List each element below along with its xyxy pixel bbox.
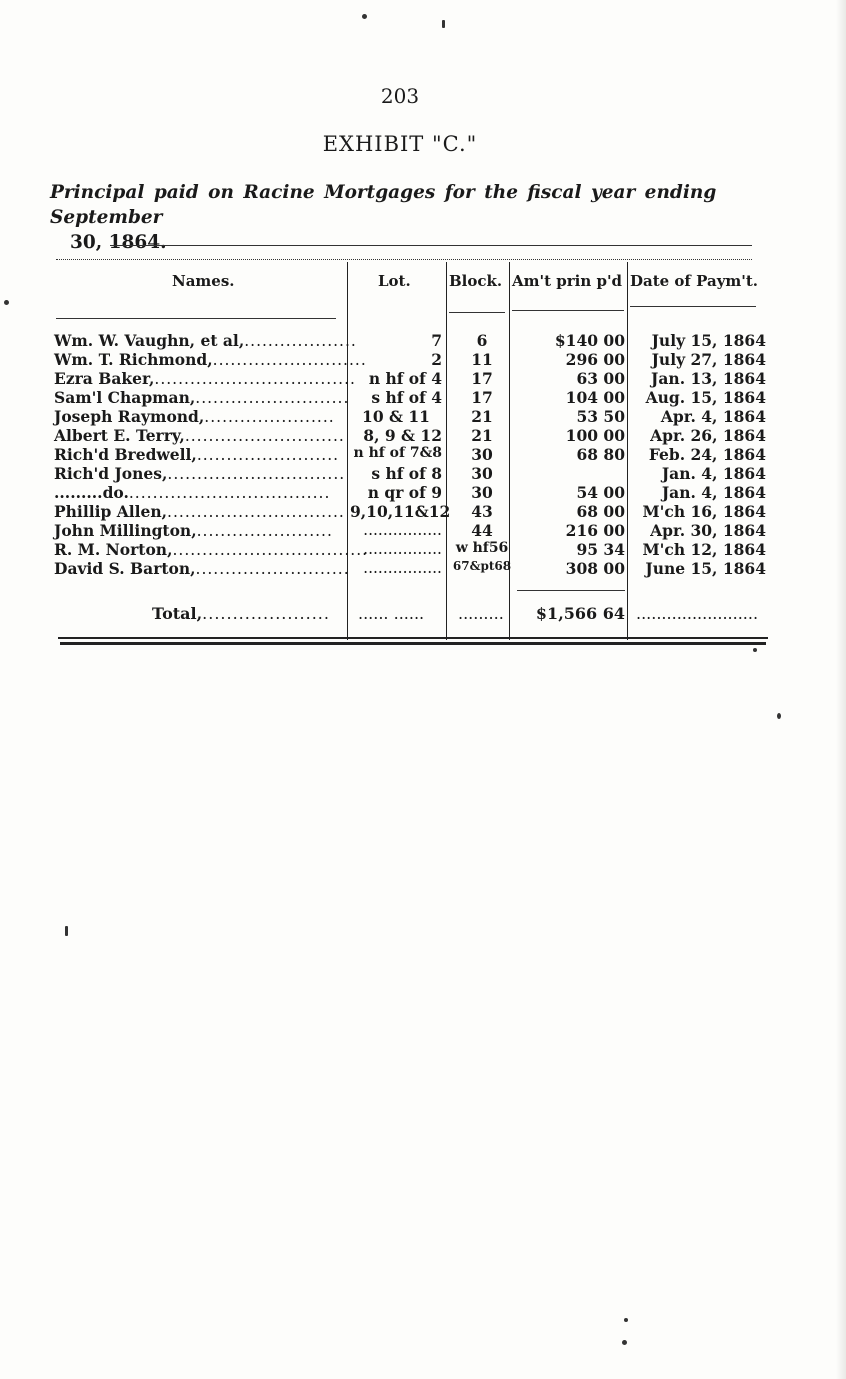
cell-name: Rich'd Bredwell,........................ — [54, 445, 340, 464]
table-row — [0, 464, 846, 484]
header-underline-amount — [512, 310, 624, 311]
cell-name: .........do................................... — [54, 483, 331, 502]
table-row — [0, 521, 846, 541]
cell-name: Wm. W. Vaughn, et al,................... — [54, 331, 357, 350]
page-number: 203 — [380, 84, 420, 108]
cell-block: 30 — [471, 445, 493, 464]
cell-date: Jan. 13, 1864 — [651, 369, 766, 388]
cell-block: 30 — [471, 483, 493, 502]
cell-date: Jan. 4, 1864 — [661, 483, 766, 502]
cell-name: David S. Barton,.......................... — [54, 559, 350, 578]
cell-date: Apr. 4, 1864 — [660, 407, 766, 426]
cell-name: Sam'l Chapman,.......................... — [54, 388, 350, 407]
cell-date: Jan. 4, 1864 — [661, 464, 766, 483]
cell-amount: 308 00 — [565, 559, 625, 578]
total-block-dots: ......... — [458, 604, 504, 623]
total-row — [0, 604, 846, 626]
cell-name: Joseph Raymond,...................... — [54, 407, 335, 426]
cell-name: Ezra Baker,.................................. — [54, 369, 356, 388]
cell-block: 6 — [476, 331, 488, 350]
cell-block: 43 — [471, 502, 493, 521]
table-row — [0, 350, 846, 370]
table-row — [0, 540, 846, 560]
cell-amount: $140 00 — [554, 331, 625, 350]
cell-amount: 54 00 — [576, 483, 625, 502]
cell-block: 17 — [471, 388, 493, 407]
cell-date: Apr. 30, 1864 — [650, 521, 766, 540]
cell-lot: 2 — [431, 350, 442, 369]
cell-lot: ................ — [363, 540, 442, 558]
scan-speck — [624, 1318, 628, 1322]
cell-name: R. M. Norton,................................. — [54, 540, 369, 559]
closing-rule-upper — [58, 637, 768, 639]
top-rule — [110, 245, 752, 246]
cell-lot: s hf of 8 — [371, 464, 442, 483]
cell-name: Phillip Allen,.............................. — [54, 502, 345, 521]
scan-speck — [622, 1340, 627, 1345]
table-caption — [50, 180, 762, 255]
exhibit-title: EXHIBIT "C." — [322, 132, 478, 156]
cell-date: Aug. 15, 1864 — [645, 388, 766, 407]
cell-name: Rich'd Jones,.............................. — [54, 464, 346, 483]
scan-speck — [362, 14, 367, 19]
cell-block: 21 — [471, 426, 493, 445]
header-amount: Am't prin p'd — [512, 272, 623, 290]
cell-block: 67&pt68 — [452, 559, 512, 573]
cell-name: John Millington,....................... — [54, 521, 333, 540]
cell-lot: ................ — [363, 559, 442, 577]
header-underline-block — [449, 312, 505, 313]
cell-date: June 15, 1864 — [645, 559, 766, 578]
table-row — [0, 388, 846, 408]
cell-block: 21 — [471, 407, 493, 426]
header-underline-names — [56, 318, 336, 319]
cell-amount: 104 00 — [565, 388, 625, 407]
cell-block: 17 — [471, 369, 493, 388]
cell-date: Feb. 24, 1864 — [648, 445, 766, 464]
cell-amount: 68 00 — [576, 502, 625, 521]
cell-amount: 63 00 — [576, 369, 625, 388]
header-lot: Lot. — [378, 272, 411, 290]
table-row — [0, 502, 846, 522]
cell-lot: n hf of 4 — [368, 369, 442, 388]
cell-block: 30 — [471, 464, 493, 483]
table-row — [0, 445, 846, 465]
cell-name: Albert E. Terry,........................... — [54, 426, 345, 445]
total-underline — [517, 590, 625, 591]
cell-amount: 53 50 — [576, 407, 625, 426]
scan-speck — [753, 648, 757, 652]
header-date: Date of Paym't. — [630, 272, 759, 290]
cell-amount: 216 00 — [565, 521, 625, 540]
cell-amount: 296 00 — [565, 350, 625, 369]
cell-lot: n qr of 9 — [367, 483, 442, 502]
header-names: Names. — [172, 272, 235, 290]
scan-speck — [777, 713, 781, 719]
cell-date: M'ch 12, 1864 — [642, 540, 766, 559]
cell-lot: ................ — [363, 521, 442, 539]
total-lot-dots: ...... ...... — [358, 604, 425, 623]
cell-amount: 68 80 — [576, 445, 625, 464]
cell-date: July 15, 1864 — [651, 331, 766, 350]
cell-name: Wm. T. Richmond,.......................... — [54, 350, 367, 369]
total-amount: $1,566 64 — [535, 604, 625, 623]
cell-amount: 100 00 — [565, 426, 625, 445]
cell-block: 11 — [471, 350, 493, 369]
page-edge-shadow — [836, 0, 846, 1379]
cell-lot: s hf of 4 — [371, 388, 442, 407]
header-block: Block. — [449, 272, 503, 290]
table-row — [0, 483, 846, 503]
total-date-dots: ........................ — [636, 604, 759, 623]
top-dotted-rule — [56, 259, 752, 260]
total-label: Total,..................... — [152, 604, 330, 623]
header-underline-date — [630, 306, 756, 307]
cell-block: 44 — [471, 521, 493, 540]
cell-amount: 95 34 — [576, 540, 625, 559]
scan-speck — [442, 20, 445, 28]
table-row — [0, 426, 846, 446]
table-row — [0, 331, 846, 351]
caption-year: 30, 1864. — [70, 232, 167, 253]
cell-date: July 27, 1864 — [651, 350, 766, 369]
cell-lot: 7 — [431, 331, 442, 350]
cell-date: Apr. 26, 1864 — [650, 426, 766, 445]
closing-rule-lower — [60, 642, 766, 645]
caption-text: Principal paid on Racine Mortgages for the fiscal year ending September — [50, 182, 717, 228]
scan-speck — [4, 300, 9, 305]
table-row — [0, 559, 846, 579]
table-row — [0, 369, 846, 389]
cell-lot: 10 & 11 — [362, 407, 430, 426]
cell-block: w hf56 — [455, 540, 509, 556]
scan-speck — [65, 926, 68, 936]
cell-lot: n hf of 7&8 — [353, 445, 442, 461]
cell-date: M'ch 16, 1864 — [642, 502, 766, 521]
cell-lot: 9,10,11&12 — [350, 502, 451, 521]
table-row — [0, 407, 846, 427]
cell-lot: 8, 9 & 12 — [363, 426, 442, 445]
